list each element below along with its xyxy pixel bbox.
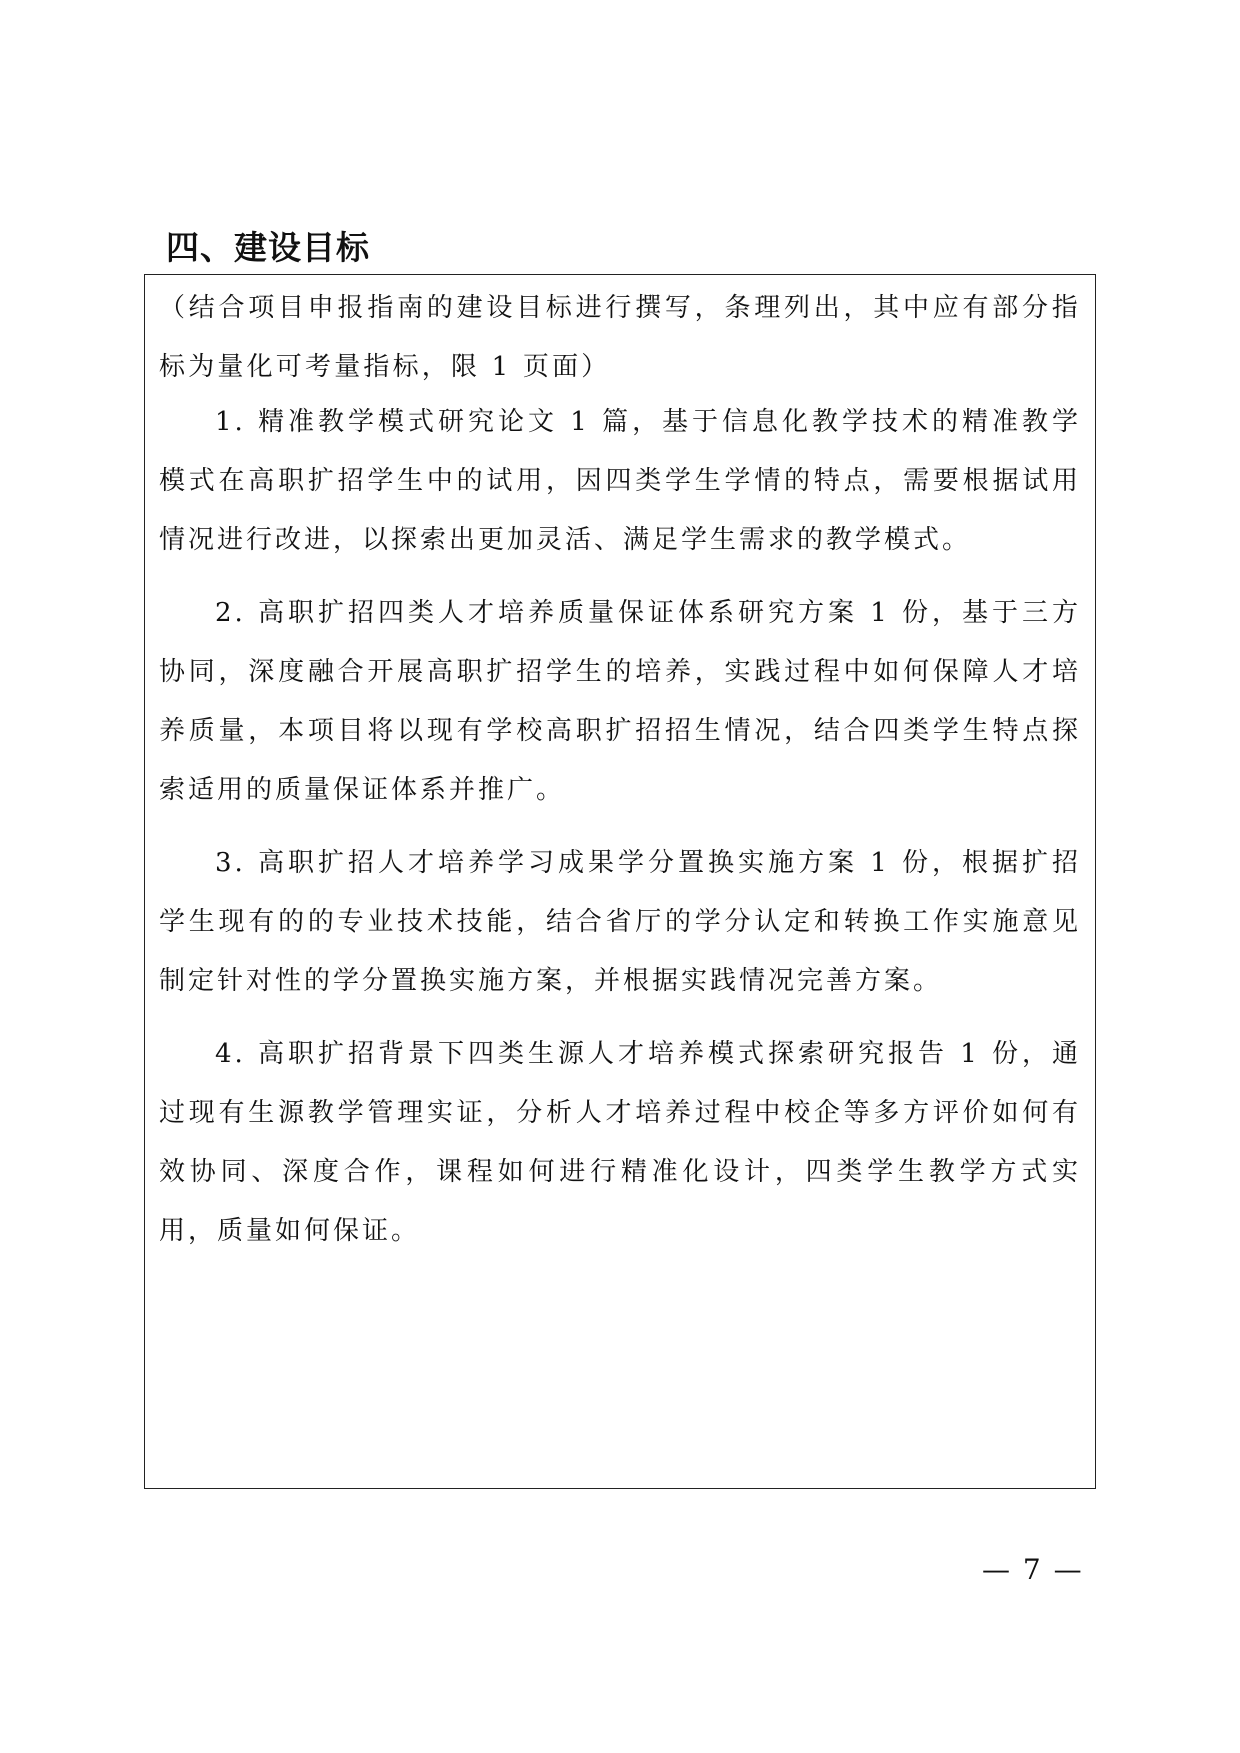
goals-list	[159, 393, 1081, 1275]
goal-item-1: 1. 精准教学模式研究论文 1 篇，基于信息化教学技术的精准教学模式在高职扩招学生中的试用，因四类学生学情的特点，需要根据试用情况进行改进，以探索出更加灵活、满足学生需求的教学模式。	[159, 407, 1081, 555]
instruction-text: （结合项目申报指南的建设目标进行撰写，条理列出，其中应有部分指标为量化可考量指标，限 1 页面）	[159, 293, 1081, 382]
goals-form-box	[144, 274, 1096, 1489]
goal-item-4: 4. 高职扩招背景下四类生源人才培养模式探索研究报告 1 份，通过现有生源教学管理实证，分析人才培养过程中校企等多方评价如何有效协同、深度合作，课程如何进行精准化设计，四类学生教学方式实用，质量如何保证。	[159, 1039, 1081, 1246]
page-number: — 7 —	[982, 1553, 1084, 1586]
section-title: 四、建设目标	[166, 228, 370, 267]
goal-item-2: 2. 高职扩招四类人才培养质量保证体系研究方案 1 份，基于三方协同，深度融合开展高职扩招学生的培养，实践过程中如何保障人才培养质量，本项目将以现有学校高职扩招招生情况，结合四类学生特点探索适用的质量保证体系并推广。	[159, 598, 1081, 805]
goal-item-3: 3. 高职扩招人才培养学习成果学分置换实施方案 1 份，根据扩招学生现有的的专业技术技能，结合省厅的学分认定和转换工作实施意见制定针对性的学分置换实施方案，并根据实践情况完善方案。	[159, 848, 1081, 996]
